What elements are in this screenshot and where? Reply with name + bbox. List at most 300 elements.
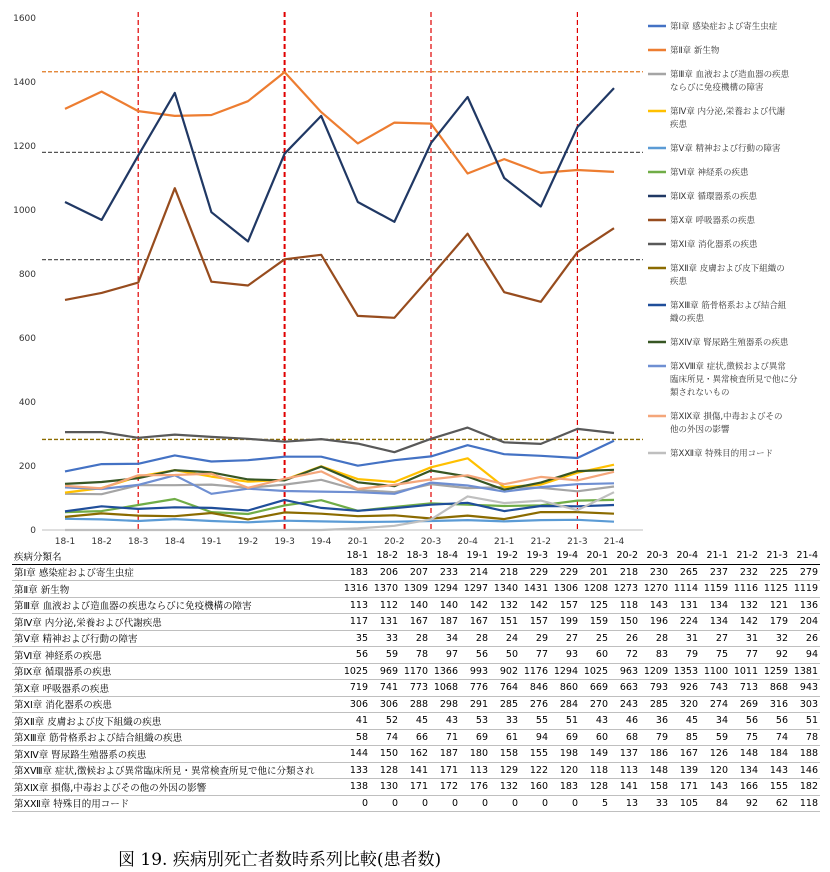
- table-cell: 143: [640, 597, 670, 614]
- table-row-label: 第Ⅳ章 内分泌,栄養および代謝疾患: [12, 614, 340, 631]
- table-cell: 151: [490, 614, 520, 631]
- table-cell: 97: [430, 647, 460, 664]
- y-tick-label: 0: [30, 526, 36, 536]
- series-line: [65, 519, 614, 523]
- legend-entry: [648, 300, 787, 324]
- table-cell: 128: [370, 762, 400, 779]
- table-cell: 860: [550, 680, 580, 697]
- table-cell: 184: [760, 746, 790, 763]
- table-row: [12, 647, 820, 664]
- table-row-label: 第ⅩⅢ章 筋骨格系および結合組織の疾患: [12, 729, 340, 746]
- table-cell: 183: [340, 564, 370, 581]
- table-cell: 43: [580, 713, 610, 730]
- table-cell: 137: [610, 746, 640, 763]
- table-cell: 225: [760, 564, 790, 581]
- legend-label: 第Ⅸ章 循環器系の疾患: [670, 192, 758, 202]
- table-cell: 183: [550, 779, 580, 796]
- legend-label: 第Ⅲ章 血液および造血器の疾患ならびに免疫機構の障害: [670, 70, 790, 93]
- y-tick-label: 1000: [13, 206, 36, 216]
- table-cell: 59: [370, 647, 400, 664]
- table-cell: 207: [400, 564, 430, 581]
- legend-entry: [648, 143, 781, 154]
- table-cell: 118: [790, 795, 820, 812]
- x-tick-label: 21-1: [493, 537, 515, 547]
- table-cell: 187: [430, 746, 460, 763]
- table-column-header: 18-4: [430, 548, 460, 564]
- legend-label: 第Ⅰ章 感染症および寄生虫症: [670, 22, 778, 32]
- table-cell: 1209: [640, 663, 670, 680]
- table-column-header: 19-4: [550, 548, 580, 564]
- table-cell: 1159: [700, 581, 730, 598]
- x-tick-label: 21-3: [567, 537, 588, 547]
- table-cell: 113: [340, 597, 370, 614]
- table-column-header: 19-2: [490, 548, 520, 564]
- table-cell: 84: [700, 795, 730, 812]
- table-cell: 0: [430, 795, 460, 812]
- table-cell: 171: [400, 779, 430, 796]
- table-cell: 157: [520, 614, 550, 631]
- table-row-label: 第Ⅱ章 新生物: [12, 581, 340, 598]
- x-tick-label: 20-4: [457, 537, 478, 547]
- table-cell: 77: [730, 647, 760, 664]
- table-cell: 171: [670, 779, 700, 796]
- table-cell: 1340: [490, 581, 520, 598]
- table-cell: 78: [790, 729, 820, 746]
- table-cell: 139: [670, 762, 700, 779]
- table-cell: 50: [490, 647, 520, 664]
- table-cell: 33: [370, 630, 400, 647]
- table-cell: 27: [700, 630, 730, 647]
- table-cell: 719: [340, 680, 370, 697]
- table-cell: 66: [400, 729, 430, 746]
- table-cell: 773: [400, 680, 430, 697]
- table-cell: 218: [610, 564, 640, 581]
- table-cell: 71: [430, 729, 460, 746]
- table-cell: 31: [730, 630, 760, 647]
- legend-label: 第Ⅵ章 神経系の疾患: [670, 168, 749, 178]
- table-cell: 224: [670, 614, 700, 631]
- table-cell: 125: [580, 597, 610, 614]
- table-cell: 79: [640, 729, 670, 746]
- table-cell: 146: [790, 762, 820, 779]
- table-cell: 143: [700, 779, 730, 796]
- table-cell: 94: [790, 647, 820, 664]
- table-cell: 198: [550, 746, 580, 763]
- table-cell: 118: [610, 597, 640, 614]
- table-cell: 274: [700, 696, 730, 713]
- table-cell: 35: [340, 630, 370, 647]
- table-row-label: 第ⅩⅧ章 症状,徴候および異常臨床所見・異常検査所見で他に分類され: [12, 762, 340, 779]
- table-cell: 993: [460, 663, 490, 680]
- table-cell: 1273: [610, 581, 640, 598]
- table-cell: 113: [460, 762, 490, 779]
- table-cell: 1366: [430, 663, 460, 680]
- legend-label: 第ⅩⅠ章 消化器系の疾患: [670, 240, 758, 250]
- x-tick-label: 19-2: [237, 537, 259, 547]
- x-tick-label: 20-3: [420, 537, 442, 547]
- table-cell: 188: [790, 746, 820, 763]
- table-row-label: 第Ⅸ章 循環器系の疾患: [12, 663, 340, 680]
- table-header-row: [12, 548, 820, 564]
- table-cell: 320: [670, 696, 700, 713]
- table-cell: 83: [640, 647, 670, 664]
- legend-entry: [648, 215, 756, 226]
- table-cell: 180: [460, 746, 490, 763]
- table-cell: 60: [580, 647, 610, 664]
- table-cell: 150: [610, 614, 640, 631]
- table-cell: 52: [370, 713, 400, 730]
- table-cell: 61: [490, 729, 520, 746]
- table-cell: 85: [670, 729, 700, 746]
- table-cell: 155: [760, 779, 790, 796]
- table-cell: 28: [460, 630, 490, 647]
- table-row: [12, 680, 820, 697]
- table-row: [12, 779, 820, 796]
- table-cell: 58: [340, 729, 370, 746]
- table-cell: 237: [700, 564, 730, 581]
- table-cell: 141: [610, 779, 640, 796]
- table-row-label: 第ⅩⅫ章 特殊目的用コード: [12, 795, 340, 812]
- table-cell: 1119: [790, 581, 820, 598]
- table-cell: 167: [460, 614, 490, 631]
- table-cell: 77: [520, 647, 550, 664]
- series-line: [65, 88, 614, 241]
- table-cell: 663: [610, 680, 640, 697]
- table-cell: 55: [520, 713, 550, 730]
- table-row: [12, 713, 820, 730]
- table-cell: 0: [340, 795, 370, 812]
- table-column-header: 21-1: [700, 548, 730, 564]
- table-cell: 160: [520, 779, 550, 796]
- table-cell: 0: [400, 795, 430, 812]
- table-cell: 669: [580, 680, 610, 697]
- table-cell: 132: [730, 597, 760, 614]
- table-cell: 92: [730, 795, 760, 812]
- table-cell: 1294: [430, 581, 460, 598]
- table-column-header: 20-2: [610, 548, 640, 564]
- table-cell: 41: [340, 713, 370, 730]
- x-tick-label: 18-1: [54, 537, 76, 547]
- table-cell: 131: [670, 597, 700, 614]
- table-cell: 1125: [760, 581, 790, 598]
- table-cell: 1297: [460, 581, 490, 598]
- table-column-header: 19-1: [460, 548, 490, 564]
- table-cell: 5: [580, 795, 610, 812]
- table-cell: 176: [460, 779, 490, 796]
- table-cell: 199: [550, 614, 580, 631]
- table-cell: 34: [430, 630, 460, 647]
- table-row-label: 第Ⅹ章 呼吸器系の疾患: [12, 680, 340, 697]
- table-cell: 943: [790, 680, 820, 697]
- table-cell: 868: [760, 680, 790, 697]
- table-cell: 69: [460, 729, 490, 746]
- table-cell: 79: [670, 647, 700, 664]
- table-cell: 13: [610, 795, 640, 812]
- table-cell: 28: [400, 630, 430, 647]
- table-cell: 1114: [670, 581, 700, 598]
- table-cell: 118: [580, 762, 610, 779]
- table-cell: 138: [340, 779, 370, 796]
- table-cell: 230: [640, 564, 670, 581]
- legend-entry: [648, 337, 789, 348]
- x-tick-label: 18-2: [91, 537, 112, 547]
- legend-entry: [648, 21, 778, 32]
- series-line: [65, 492, 614, 530]
- table-cell: 51: [790, 713, 820, 730]
- table-cell: 45: [670, 713, 700, 730]
- x-tick-label: 21-2: [530, 537, 552, 547]
- table-cell: 0: [550, 795, 580, 812]
- table-cell: 243: [610, 696, 640, 713]
- table-row: [12, 564, 820, 581]
- table-cell: 214: [460, 564, 490, 581]
- table-column-header: 18-2: [370, 548, 400, 564]
- table-cell: 142: [460, 597, 490, 614]
- table-cell: 142: [520, 597, 550, 614]
- table-cell: 204: [790, 614, 820, 631]
- table-cell: 1309: [400, 581, 430, 598]
- table-cell: 279: [790, 564, 820, 581]
- table-cell: 1306: [550, 581, 580, 598]
- legend-label: 第Ⅱ章 新生物: [670, 46, 720, 56]
- series-lines: [65, 72, 614, 530]
- table-cell: 134: [700, 597, 730, 614]
- table-cell: 36: [640, 713, 670, 730]
- table-cell: 306: [340, 696, 370, 713]
- table-column-header: 20-4: [670, 548, 700, 564]
- table-cell: 288: [400, 696, 430, 713]
- table-cell: 128: [580, 779, 610, 796]
- legend-label: 第ⅩⅫ章 特殊目的用コード: [670, 449, 774, 459]
- table-cell: 74: [760, 729, 790, 746]
- reference-lines: [42, 12, 643, 530]
- table-cell: 78: [400, 647, 430, 664]
- table-cell: 1270: [640, 581, 670, 598]
- y-tick-label: 1200: [13, 142, 36, 152]
- table-cell: 167: [400, 614, 430, 631]
- table-cell: 172: [430, 779, 460, 796]
- table-cell: 132: [490, 597, 520, 614]
- legend-entry: [648, 106, 786, 130]
- table-cell: 229: [520, 564, 550, 581]
- table-cell: 969: [370, 663, 400, 680]
- table-cell: 1025: [580, 663, 610, 680]
- table-cell: 56: [760, 713, 790, 730]
- table-cell: 126: [700, 746, 730, 763]
- table-cell: 26: [610, 630, 640, 647]
- table-row-label: 第Ⅰ章 感染症および寄生虫症: [12, 564, 340, 581]
- table-cell: 136: [790, 597, 820, 614]
- table-cell: 141: [400, 762, 430, 779]
- legend-entry: [648, 45, 720, 56]
- table-cell: 158: [490, 746, 520, 763]
- table-row-label: 第ⅩⅡ章 皮膚および皮下組織の疾患: [12, 713, 340, 730]
- table-row-label: 第ⅩⅠ章 消化器系の疾患: [12, 696, 340, 713]
- table-cell: 134: [700, 614, 730, 631]
- table-cell: 112: [370, 597, 400, 614]
- table-cell: 284: [550, 696, 580, 713]
- data-table: [12, 548, 820, 812]
- x-tick-label: 19-1: [201, 537, 222, 547]
- x-tick-label: 21-4: [603, 537, 625, 547]
- table-row: [12, 762, 820, 779]
- table-cell: 92: [760, 647, 790, 664]
- y-tick-label: 1600: [13, 14, 36, 24]
- table-cell: 0: [520, 795, 550, 812]
- table-cell: 68: [610, 729, 640, 746]
- legend-entry: [648, 411, 783, 435]
- table-cell: 1381: [790, 663, 820, 680]
- table-cell: 33: [640, 795, 670, 812]
- table-cell: 31: [670, 630, 700, 647]
- table-cell: 232: [730, 564, 760, 581]
- y-tick-label: 600: [18, 334, 36, 344]
- table-cell: 53: [460, 713, 490, 730]
- table-column-header: 21-4: [790, 548, 820, 564]
- table-cell: 155: [520, 746, 550, 763]
- table-cell: 131: [370, 614, 400, 631]
- table-cell: 94: [520, 729, 550, 746]
- table-cell: 1100: [700, 663, 730, 680]
- legend-entry: [648, 167, 749, 178]
- table-cell: 25: [580, 630, 610, 647]
- table-cell: 1208: [580, 581, 610, 598]
- table-cell: 130: [370, 779, 400, 796]
- legend-label: 第ⅩⅨ章 損傷,中毒およびその他の外因の影響: [670, 412, 783, 435]
- table-cell: 74: [370, 729, 400, 746]
- table-cell: 182: [790, 779, 820, 796]
- legend-label: 第ⅩⅧ章 症状,徴候および異常臨床所見・異常検査所見で他に分類されないもの: [670, 362, 798, 398]
- table-cell: 133: [340, 762, 370, 779]
- table-cell: 62: [760, 795, 790, 812]
- table-column-header: 19-3: [520, 548, 550, 564]
- series-line: [65, 512, 614, 519]
- table-cell: 148: [730, 746, 760, 763]
- table-cell: 56: [340, 647, 370, 664]
- table-cell: 206: [370, 564, 400, 581]
- table-cell: 218: [490, 564, 520, 581]
- table-column-header: 20-1: [580, 548, 610, 564]
- legend: [648, 21, 798, 459]
- table-cell: 1068: [430, 680, 460, 697]
- table-cell: 171: [430, 762, 460, 779]
- legend-entry: [648, 239, 758, 250]
- table-cell: 34: [700, 713, 730, 730]
- table-column-header: 20-3: [640, 548, 670, 564]
- table-row: [12, 729, 820, 746]
- table-cell: 1294: [550, 663, 580, 680]
- table-cell: 28: [640, 630, 670, 647]
- figure-caption: 図 19. 疾病別死亡者数時系列比較(患者数): [118, 850, 442, 870]
- x-tick-label: 18-3: [127, 537, 149, 547]
- table-column-header: 18-3: [400, 548, 430, 564]
- table-cell: 143: [760, 762, 790, 779]
- table-cell: 285: [490, 696, 520, 713]
- table-row-label: 第ⅩⅣ章 腎尿路生殖器系の疾患: [12, 746, 340, 763]
- table-cell: 29: [520, 630, 550, 647]
- table-cell: 140: [430, 597, 460, 614]
- table-row: [12, 696, 820, 713]
- table-cell: 122: [520, 762, 550, 779]
- table-cell: 1316: [340, 581, 370, 598]
- table-cell: 179: [760, 614, 790, 631]
- table-cell: 1370: [370, 581, 400, 598]
- table-cell: 902: [490, 663, 520, 680]
- legend-label: 第Ⅴ章 精神および行動の障害: [670, 144, 781, 154]
- table-cell: 1170: [400, 663, 430, 680]
- x-tick-label: 20-2: [384, 537, 405, 547]
- y-tick-label: 200: [18, 462, 36, 472]
- table-cell: 33: [490, 713, 520, 730]
- table-cell: 1011: [730, 663, 760, 680]
- table-row: [12, 795, 820, 812]
- table-cell: 56: [460, 647, 490, 664]
- table-cell: 56: [730, 713, 760, 730]
- table-cell: 144: [340, 746, 370, 763]
- table-cell: 75: [730, 729, 760, 746]
- table-cell: 166: [730, 779, 760, 796]
- table-cell: 148: [640, 762, 670, 779]
- table-cell: 59: [700, 729, 730, 746]
- legend-entry: [648, 263, 785, 287]
- table-cell: 27: [550, 630, 580, 647]
- table-cell: 159: [580, 614, 610, 631]
- x-tick-label: 18-4: [164, 537, 186, 547]
- table-cell: 741: [370, 680, 400, 697]
- legend-entry: [648, 191, 758, 202]
- table-cell: 229: [550, 564, 580, 581]
- legend-entry: [648, 448, 773, 459]
- table-cell: 316: [760, 696, 790, 713]
- table-row: [12, 614, 820, 631]
- legend-label: 第ⅩⅣ章 腎尿路生殖器系の疾患: [670, 338, 789, 348]
- table-cell: 963: [610, 663, 640, 680]
- table-cell: 0: [370, 795, 400, 812]
- table-cell: 926: [670, 680, 700, 697]
- table-row-label: 第ⅩⅨ章 損傷,中毒およびその他の外因の影響: [12, 779, 340, 796]
- table-row: [12, 597, 820, 614]
- table-cell: 43: [430, 713, 460, 730]
- table-column-header: 21-3: [760, 548, 790, 564]
- legend-label: 第ⅩⅢ章 筋骨格系および結合組織の疾患: [670, 301, 787, 324]
- table-cell: 113: [610, 762, 640, 779]
- table-column-header: 18-1: [340, 548, 370, 564]
- table-cell: 32: [760, 630, 790, 647]
- table-row: [12, 663, 820, 680]
- table-cell: 846: [520, 680, 550, 697]
- legend-entry: [648, 361, 798, 398]
- table-cell: 201: [580, 564, 610, 581]
- table-cell: 776: [460, 680, 490, 697]
- y-axis: [13, 14, 36, 536]
- table-cell: 285: [640, 696, 670, 713]
- table-cell: 265: [670, 564, 700, 581]
- table-cell: 45: [400, 713, 430, 730]
- table-cell: 764: [490, 680, 520, 697]
- x-tick-label: 19-4: [310, 537, 332, 547]
- table-cell: 187: [430, 614, 460, 631]
- table-cell: 291: [460, 696, 490, 713]
- table-cell: 150: [370, 746, 400, 763]
- legend-entry: [648, 69, 790, 93]
- table-cell: 129: [490, 762, 520, 779]
- table-cell: 1025: [340, 663, 370, 680]
- table-cell: 142: [730, 614, 760, 631]
- table-column-header: 21-2: [730, 548, 760, 564]
- table-cell: 69: [550, 729, 580, 746]
- series-line: [65, 441, 614, 472]
- table-row: [12, 746, 820, 763]
